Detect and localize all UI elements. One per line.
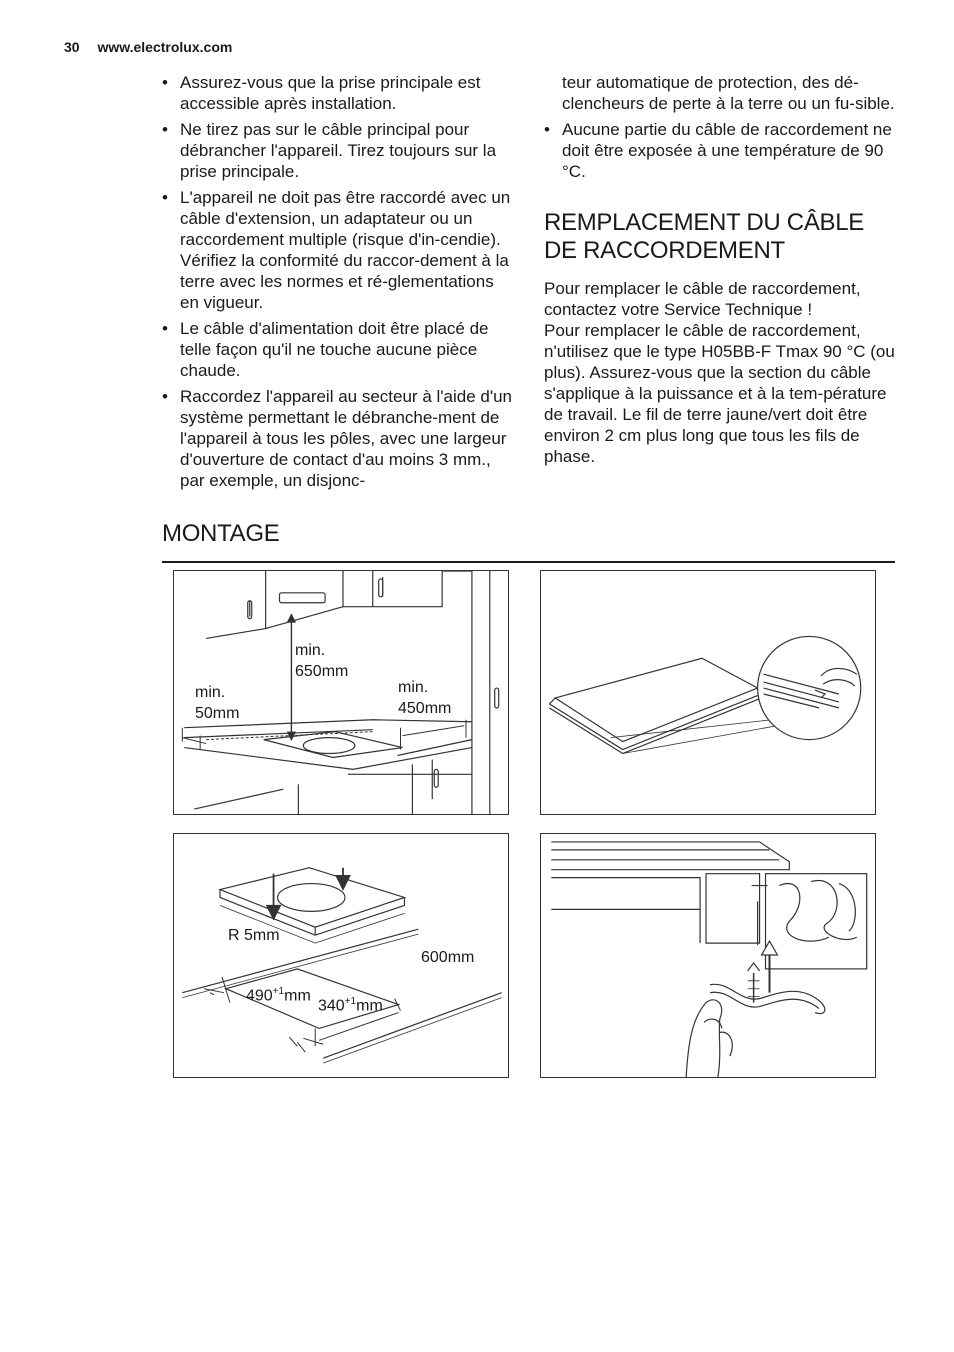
bracket-mounting-illustration (541, 834, 875, 1077)
section-divider (162, 561, 895, 563)
label-radius: R 5mm (228, 927, 280, 944)
bullet-item: • Aucune partie du câble de raccordement ne doit être exposée à une température de 90 °C. (544, 119, 900, 182)
paragraph: Pour remplacer le câble de raccordement, contactez votre Service Technique ! (544, 279, 861, 319)
page-number: 30 (64, 39, 80, 55)
section-heading-montage: MONTAGE (162, 520, 280, 547)
figure-clearances (173, 570, 509, 815)
page-header (64, 39, 232, 55)
label-450mm: 450mm (398, 700, 452, 717)
bullet-item: • Assurez-vous que la prise principale est accessible après installation. (162, 72, 512, 114)
right-bullet-list (544, 119, 900, 182)
bullet-item: • Ne tirez pas sur le câble principal pour débrancher l'appareil. Tirez toujours sur la prise principale. (162, 119, 512, 182)
label-min: min. (398, 679, 429, 696)
right-column (544, 72, 900, 467)
bullet-item: • L'appareil ne doit pas être raccordé avec un câble d'extension, un adaptateur ou un raccordement multiple (risque d'in-cendie). Vérifiez la conformité du raccor-dement à la terre avec les normes et ré-glementations en vigueur. (162, 187, 512, 313)
label-cutout-width: $490^{+1}mm$ (246, 986, 311, 1005)
left-bullet-list (162, 72, 512, 491)
label-650mm: 650mm (295, 663, 349, 680)
section-heading-remplacement: REMPLACEMENT DU CÂBLE DE RACCORDEMENT (544, 209, 864, 264)
figure-bracket-mounting (540, 833, 876, 1078)
label-min: min. (295, 642, 326, 659)
website-url[interactable]: www.electrolux.com (97, 39, 233, 55)
bullet-item: • Le câble d'alimentation doit être placé de telle façon qu'il ne touche aucune pièce chaude. (162, 318, 512, 381)
hob-seal-illustration (541, 571, 875, 814)
label-depth: 600mm (421, 949, 475, 966)
label-50mm: 50mm (195, 705, 240, 722)
label-min: min. (195, 684, 226, 701)
bullet-continuation: teur automatique de protection, des dé-clencheurs de perte à la terre ou un fu-sible. (562, 73, 895, 113)
figure-seal (540, 570, 876, 815)
figure-cutout-dimensions (173, 833, 509, 1078)
left-column (162, 72, 512, 496)
bullet-item: • Raccordez l'appareil au secteur à l'aide d'un système permettant le débranche-ment de l'appareil à tous les pôles, avec une largeur d'ouverture de contact d'au moins 3 mm., par exemple, un disjonc- (162, 386, 512, 491)
label-cutout-height: $340^{+1}mm$ (318, 996, 383, 1015)
paragraph: Pour remplacer le câble de raccordement, n'utilisez que le type H05BB-F Tmax 90 °C (ou plus). Assurez-vous que la section du câble s'applique à la puissance et à la tem-pérature de travail. Le fil de terre jaune/vert doit être environ 2 cm plus long que tous les fils de phase. (544, 321, 895, 466)
